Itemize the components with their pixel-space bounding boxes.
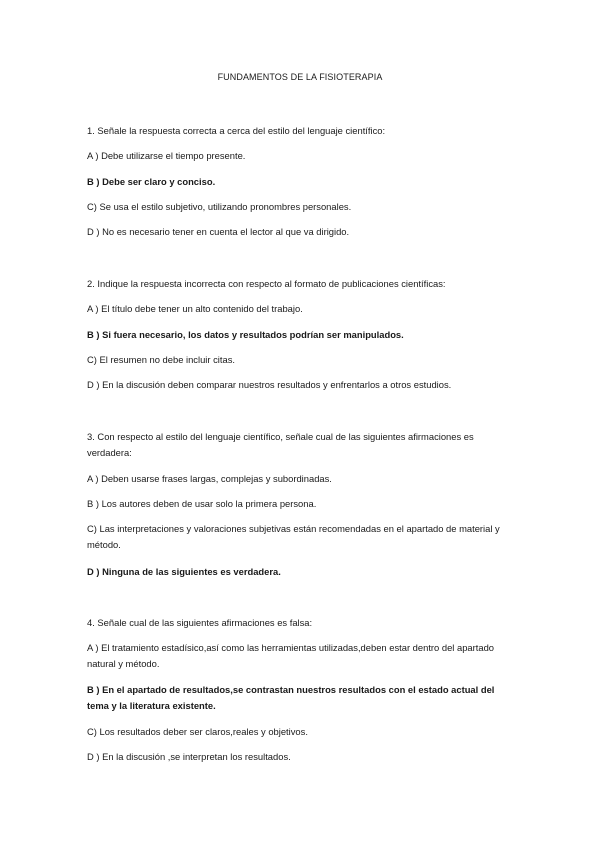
document-title: FUNDAMENTOS DE LA FISIOTERAPIA [217, 72, 383, 82]
question-4: 4. Señale cual de las siguientes afirmaciones es falsa: [87, 617, 313, 628]
q4-option-c: C) Los resultados deber ser claros,reales y objetivos. [87, 726, 308, 737]
q3-option-d: D ) Ninguna de las siguientes es verdadera. [87, 566, 281, 577]
q4-option-b: B ) En el apartado de resultados,se contrastan nuestros resultados con el estado actual del tema y la literatura existente. [87, 684, 495, 711]
q2-option-d: D ) En la discusión deben comparar nuestros resultados y enfrentarlos a otros estudios. [87, 379, 452, 390]
q3-option-a: A ) Deben usarse frases largas, complejas y subordinadas. [87, 473, 332, 484]
q1-option-d: D ) No es necesario tener en cuenta el lector al que va dirigido. [87, 226, 350, 237]
q2-option-a: A ) El título debe tener un alto contenido del trabajo. [87, 303, 303, 314]
q3-option-b: B ) Los autores deben de usar solo la primera persona. [87, 498, 317, 509]
q1-option-b: B ) Debe ser claro y conciso. [87, 176, 216, 187]
question-3: 3. Con respecto al estilo del lenguaje científico, señale cual de las siguientes afirmaciones es verdadera: [87, 431, 474, 458]
q1-option-c: C) Se usa el estilo subjetivo, utilizando pronombres personales. [87, 201, 352, 212]
q4-option-a: A ) El tratamiento estadísico,así como las herramientas utilizadas,deben estar dentro del apartado natural y método. [87, 642, 494, 669]
q4-option-d: D ) En la discusión ,se interpretan los resultados. [87, 751, 291, 762]
question-2: 2. Indique la respuesta incorrecta con respecto al formato de publicaciones científicas: [87, 278, 446, 289]
q1-option-a: A ) Debe utilizarse el tiempo presente. [87, 150, 246, 161]
q2-option-c: C) El resumen no debe incluir citas. [87, 354, 235, 365]
question-1: 1. Señale la respuesta correcta a cerca del estilo del lenguaje científico: [87, 125, 386, 136]
q2-option-b: B ) Si fuera necesario, los datos y resultados podrían ser manipulados. [87, 329, 404, 340]
q3-option-c: C) Las interpretaciones y valoraciones subjetivas están recomendadas en el apartado de material y método. [87, 523, 500, 550]
